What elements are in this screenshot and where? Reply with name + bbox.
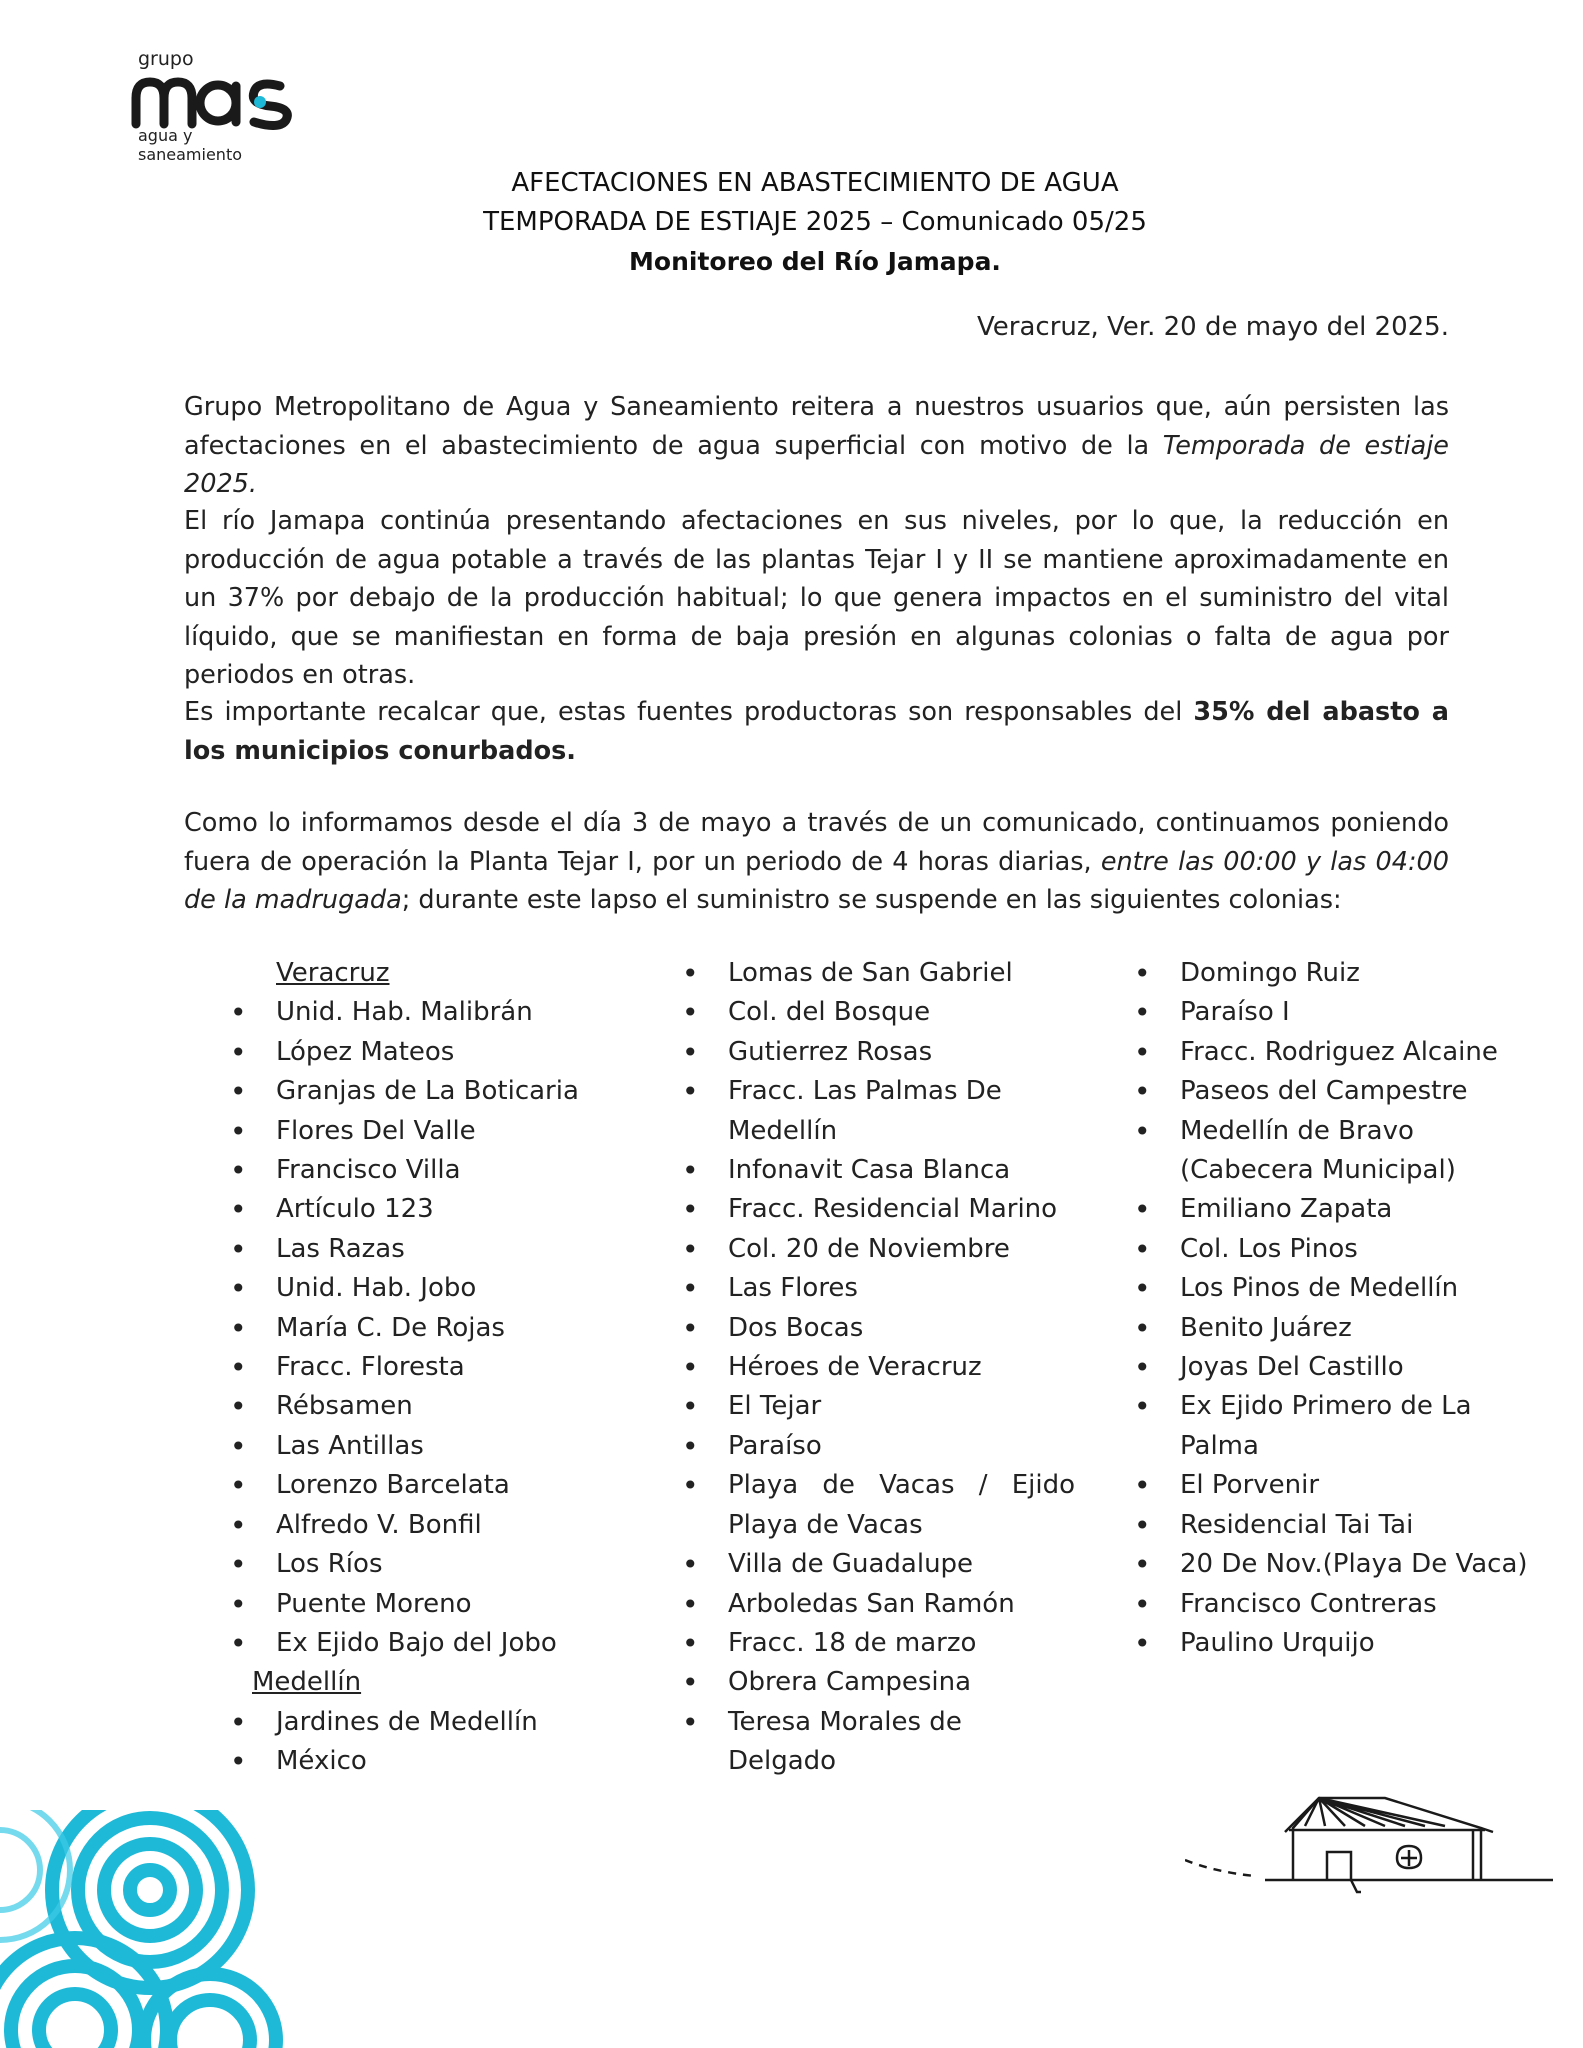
- paragraph-2: El río Jamapa continúa presentando afectaciones en sus niveles, por lo que, la reducción en producción de agua potable a través de las plantas Tejar I y II se mantiene aproximadamente en un 37% por debajo de la producción habitual; lo que genera impactos en el suministro del vital líquido, que se manifiestan en forma de baja presión en algunas colonias o falta de agua por periodos en otras.: [184, 506, 1449, 690]
- list-item: • El Porvenir: [1132, 1466, 1547, 1505]
- list-item: • María C. De Rojas: [228, 1309, 628, 1348]
- list-item: • Lomas de San Gabriel: [680, 954, 1075, 993]
- list-item: • Unid. Hab. Malibrán: [228, 993, 628, 1032]
- paragraph-4-italic: entre las 00:00 y las 04:00 de la madrugada: [184, 846, 1449, 915]
- list-item: • Las Antillas: [228, 1427, 628, 1466]
- list-item: • Paraíso I: [1132, 993, 1547, 1032]
- title-line-1: AFECTACIONES EN ABASTECIMIENTO DE AGUA: [511, 168, 1119, 198]
- section-heading-medellin: Medellín: [252, 1667, 362, 1698]
- section-heading-veracruz: Veracruz: [276, 958, 390, 988]
- list-item: • Jardines de Medellín: [228, 1703, 628, 1742]
- list-item: • Col. Los Pinos: [1132, 1230, 1547, 1269]
- company-logo: [130, 48, 300, 166]
- list-item: • 20 De Nov.(Playa De Vaca): [1132, 1545, 1547, 1584]
- list-item: • Arboledas San Ramón: [680, 1585, 1075, 1624]
- list-item: • Granjas de La Boticaria: [228, 1072, 628, 1111]
- list-item: • Rébsamen: [228, 1387, 628, 1426]
- logo-subtitle: [138, 126, 242, 164]
- list-item: • Col. del Bosque: [680, 993, 1075, 1032]
- logo-wordmark: [130, 72, 300, 130]
- list-item: • Paulino Urquijo: [1132, 1624, 1547, 1663]
- list-item: • Héroes de Veracruz: [680, 1348, 1075, 1387]
- list-item: • Gutierrez Rosas: [680, 1033, 1075, 1072]
- list-item: • Flores Del Valle: [228, 1112, 628, 1151]
- list-item: • Paraíso: [680, 1427, 1075, 1466]
- list-item: • Emiliano Zapata: [1132, 1190, 1547, 1229]
- colonias-column-2: [680, 954, 1075, 1782]
- paragraph-1-text: Grupo Metropolitano de Agua y Saneamiento reitera a nuestros usuarios que, aún persisten las afectaciones en el abastecimiento de agua superficial con motivo de la: [184, 392, 1449, 461]
- list-item: • Los Pinos de Medellín: [1132, 1269, 1547, 1308]
- paragraph-4-text-end: ; durante este lapso el suministro se suspende en las siguientes colonias:: [401, 885, 1342, 915]
- paragraph-1: [184, 388, 1449, 504]
- date-line: Veracruz, Ver. 20 de mayo del 2025.: [977, 312, 1449, 342]
- logo-top-text: grupo: [138, 48, 194, 70]
- list-item: • Puente Moreno: [228, 1585, 628, 1624]
- list-item: • Medellín de Bravo (Cabecera Municipal): [1132, 1112, 1547, 1191]
- title-line-2: TEMPORADA DE ESTIAJE 2025 – Comunicado 05/25: [483, 207, 1147, 237]
- title-line-3: Monitoreo del Río Jamapa.: [629, 247, 1001, 276]
- list-item: • Teresa Morales de Delgado: [680, 1703, 1075, 1782]
- list-item: • Residencial Tai Tai: [1132, 1506, 1547, 1545]
- list-item: • Ex Ejido Primero de La Palma: [1132, 1387, 1547, 1466]
- list-item: • Las Flores: [680, 1269, 1075, 1308]
- list-item: • Ex Ejido Bajo del Jobo: [228, 1624, 628, 1663]
- list-item: • Las Razas: [228, 1230, 628, 1269]
- colonias-list-2: [680, 954, 1075, 1782]
- list-item: • Lorenzo Barcelata: [228, 1466, 628, 1505]
- list-item: • Unid. Hab. Jobo: [228, 1269, 628, 1308]
- paragraph-3-text: Es importante recalcar que, estas fuentes productoras son responsables del: [184, 697, 1194, 727]
- water-ripple-graphic: [0, 1810, 300, 2048]
- paragraph-4: [184, 804, 1449, 920]
- list-item: • Artículo 123: [228, 1190, 628, 1229]
- paragraph-3-bold: 35% del abasto a los municipios conurbados.: [184, 697, 1449, 766]
- list-item: • Infonavit Casa Blanca: [680, 1151, 1075, 1190]
- logo-subtitle-line2: saneamiento: [138, 145, 243, 164]
- list-item: • México: [228, 1742, 628, 1781]
- list-item: • Paseos del Campestre: [1132, 1072, 1547, 1111]
- veracruz-list: [228, 993, 628, 1663]
- list-item: • Joyas Del Castillo: [1132, 1348, 1547, 1387]
- list-item: • Fracc. Las Palmas De Medellín: [680, 1072, 1075, 1151]
- list-item: • Fracc. 18 de marzo: [680, 1624, 1075, 1663]
- list-item: • Villa de Guadalupe: [680, 1545, 1075, 1584]
- logo-subtitle-line1: agua y: [138, 126, 193, 145]
- colonias-column-3: [1132, 954, 1547, 1663]
- list-item: • El Tejar: [680, 1387, 1075, 1426]
- list-item: • Francisco Villa: [228, 1151, 628, 1190]
- medellin-list: [228, 1703, 628, 1782]
- list-item: • Fracc. Rodriguez Alcaine: [1132, 1033, 1547, 1072]
- document-title: [0, 164, 1583, 281]
- colonias-list-3: [1132, 954, 1547, 1663]
- list-item: • Fracc. Residencial Marino: [680, 1190, 1075, 1229]
- list-item: • Benito Juárez: [1132, 1309, 1547, 1348]
- list-item: • Francisco Contreras: [1132, 1585, 1547, 1624]
- list-item: • Fracc. Floresta: [228, 1348, 628, 1387]
- house-line-drawing: [1185, 1788, 1555, 1908]
- list-item: • Los Ríos: [228, 1545, 628, 1584]
- list-item: • Playa de Vacas / Ejido Playa de Vacas: [680, 1466, 1075, 1545]
- paragraph-1-italic: Temporada de estiaje 2025.: [184, 430, 1449, 499]
- list-item: • Alfredo V. Bonfil: [228, 1506, 628, 1545]
- list-item: • Domingo Ruiz: [1132, 954, 1547, 993]
- list-item: • Obrera Campesina: [680, 1663, 1075, 1702]
- colonias-column-1: [228, 954, 628, 1782]
- paragraph-3: [184, 693, 1449, 770]
- list-item: • Col. 20 de Noviembre: [680, 1230, 1075, 1269]
- list-item: • López Mateos: [228, 1033, 628, 1072]
- list-item: • Dos Bocas: [680, 1309, 1075, 1348]
- paragraph-4-text: Como lo informamos desde el día 3 de mayo a través de un comunicado, continuamos poniendo fuera de operación la Planta Tejar I, por un periodo de 4 horas diarias,: [184, 808, 1449, 877]
